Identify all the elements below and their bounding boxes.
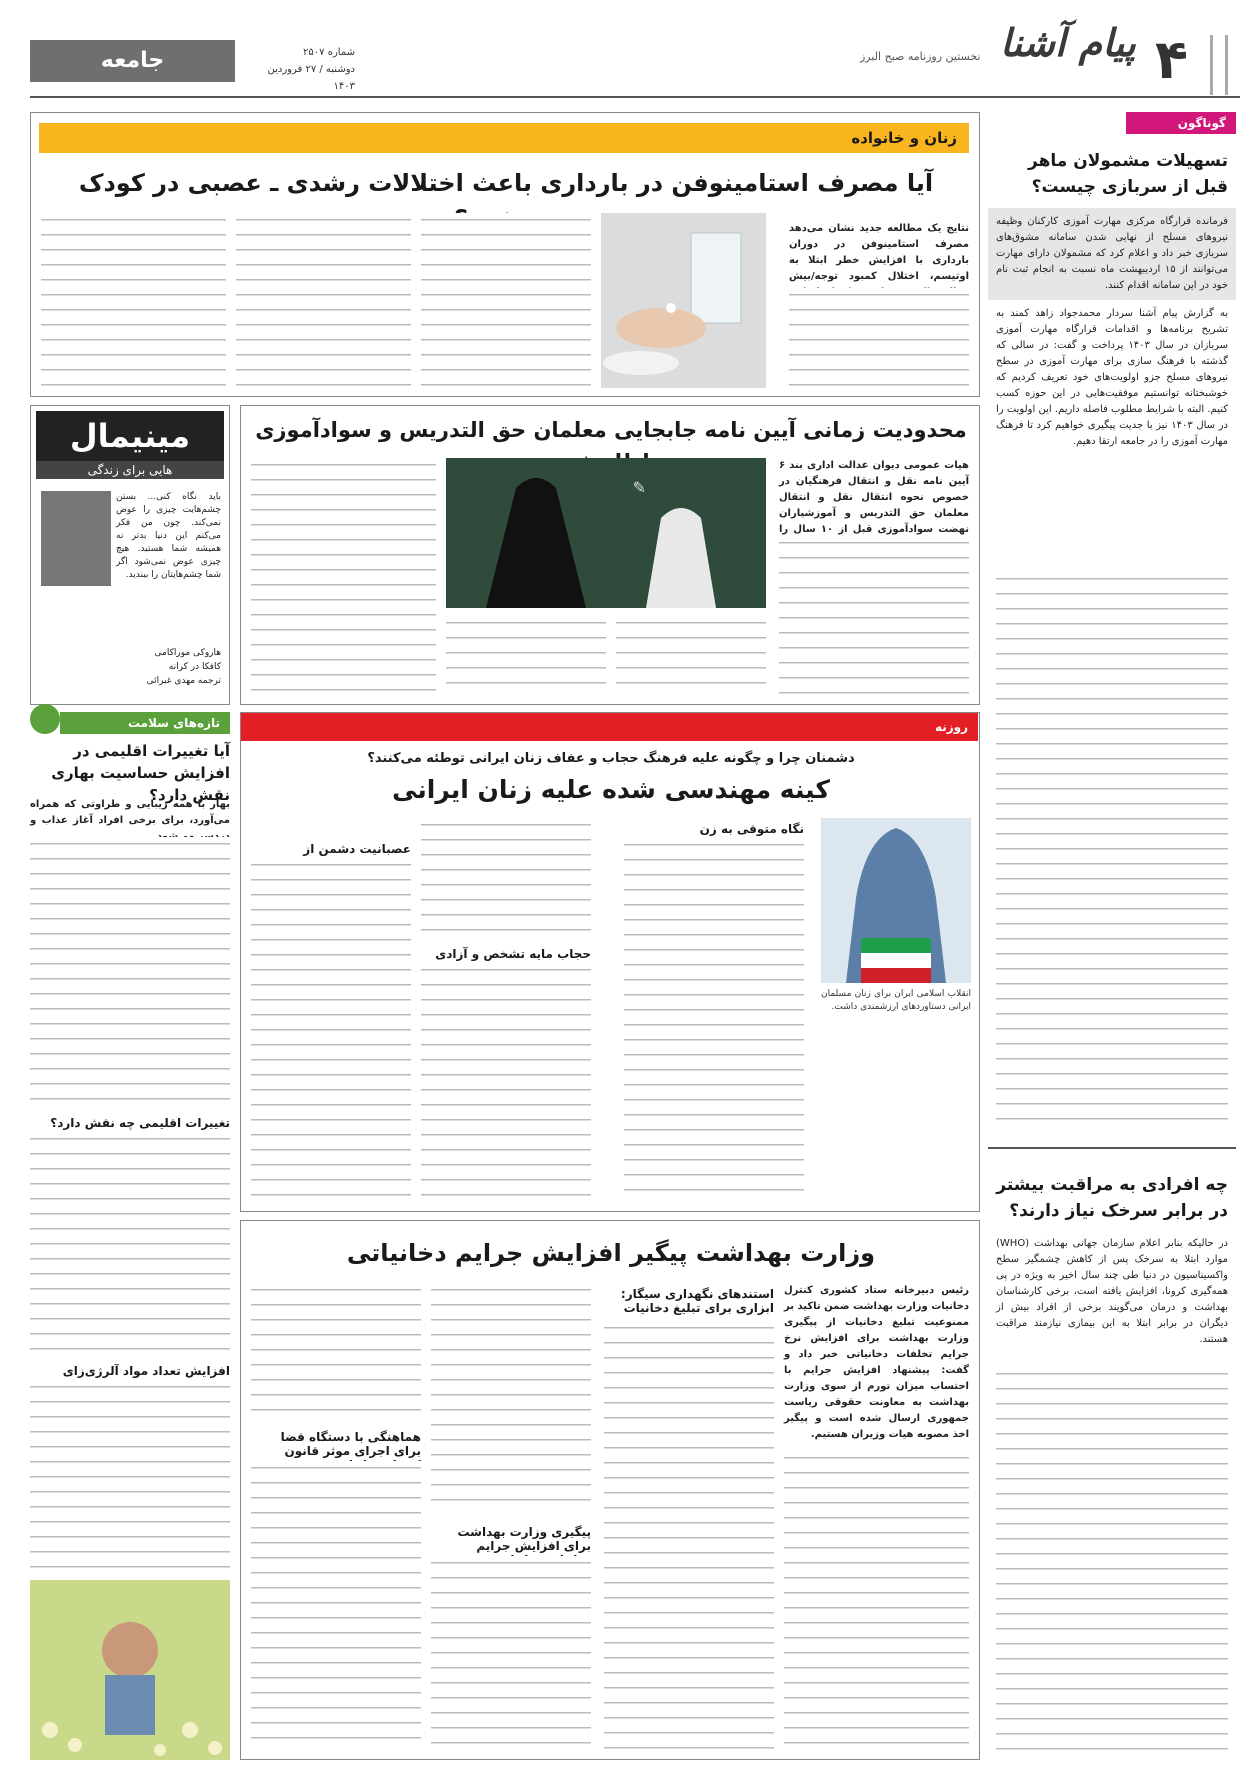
women-subhead1: نگاه متوقی به زن xyxy=(699,822,804,836)
tobacco-subhead1: استندهای نگهداری سیگار: ابزاری برای تبلیغ دخانیات xyxy=(620,1287,774,1315)
decorative-lines xyxy=(1210,35,1228,95)
main-story-intro: نتایج یک مطالعه جدید نشان می‌دهد مصرف استامینوفن در دوران بارداری با افزایش خطر ابتلا به اوتیسم، اختلال کمبود توجه/بیش xyxy=(789,223,969,282)
tagline: نخستین روزنامه صبح البرز xyxy=(860,50,981,63)
right-column xyxy=(988,112,1236,1762)
minimal-credits xyxy=(41,646,221,688)
minimal-subtitle: هایی برای زندگی xyxy=(36,461,224,479)
women-caption: انقلاب اسلامی ایران برای زنان مسلمان ایرانی دستاوردهای ارزشمندی داشت. xyxy=(821,989,971,1012)
health-tag: تازه‌های سلامت xyxy=(60,712,230,734)
teachers-lead: هیات عمومی دیوان عدالت اداری بند ۶ آیین نامه نقل و انتقال فرهنگیان در خصوص نحوه انتقال نقل و انتقال معلمان حق التدریس و آموزشیاران نهضت سوادآموزی قبل از ۱۰ سال را xyxy=(779,460,969,535)
tobacco-headline: وزارت بهداشت پیگیر افزایش جرایم دخانیاتی xyxy=(346,1239,876,1267)
teachers-photo xyxy=(446,458,766,608)
women-col2b xyxy=(421,963,591,1203)
divider xyxy=(988,1147,1236,1149)
tobacco-subhead2: هماهنگی با دستگاه قضا برای اجرای موثر قانون xyxy=(280,1430,421,1458)
minimal-author: هاروکی موراکامی xyxy=(154,648,221,658)
main-story-col3 xyxy=(236,213,411,388)
minimal-translator: ترجمه مهدی غبرائی xyxy=(146,676,221,686)
story1-body: به گزارش پیام آشنا سردار محمدجواد زاهد کمند به تشریح برنامه‌ها و اقدامات قرارگاه مهارت آموزی سربازان در سال ۱۴۰۳ پرداخت و گفت: در سالی که گذشته با فرهنگ سازی برای مهارت آموزی در سطح نیروهای مسلح جزو اولویت‌های خود تعریف کردیم که خوشبختانه توانستیم موفقیت‌هایی در این حوزه کسب کنیم. البته با شرایط مطلوب فاصله داریم. این اولویت را در سال ۱۴۰۳ نیز با جدیت پیگیری خواهیم کرد تا فرهنگ مهارت آموزی را در جامعه ارتقا دهیم. xyxy=(996,308,1228,447)
story2-body: در حالیکه بنابر اعلام سازمان جهانی بهداشت (WHO) موارد ابتلا به سرخک پس از کاهش چشمگیر سطح واکسیناسیون در دنیا طی چند سال اخیر به ویژه در پی همه‌گیری کرونا، افزایش یافته است، برخی کارشناسان بهداشت و درمان می‌گویند برخی از افراد بیش از دیگران در برابر ابتلا به این بیماری نیازمند مراقبت هستند. xyxy=(996,1238,1228,1345)
minimal-box xyxy=(30,405,230,705)
health-body1 xyxy=(30,837,230,1107)
main-story-col4 xyxy=(41,213,226,388)
women-subhead2: حجاب مایه تشخص و آزادی xyxy=(435,947,591,961)
health-subhead2: افزایش تعداد مواد آلرژی‌زای xyxy=(62,1364,230,1378)
women-subhead3: عصبانیت دشمن از xyxy=(303,842,411,856)
tobacco-col3a xyxy=(431,1283,591,1513)
flowers-sneeze-image xyxy=(30,1580,230,1760)
header-rule xyxy=(30,96,1240,98)
section-label: جامعه xyxy=(30,40,235,82)
health-column xyxy=(30,712,230,1762)
health-lead: بهار با همه زیبایی و طراوتی که همراه می‌آورد، برای برخی افراد آغاز عذاب و xyxy=(30,799,230,826)
teachers-headline: محدودیت زمانی آیین نامه جابجایی معلمان حق التدریس و سوادآموزی xyxy=(255,418,967,442)
masthead xyxy=(0,0,1241,96)
health-body3 xyxy=(30,1380,230,1570)
svg-text:✎: ✎ xyxy=(632,478,646,497)
minimal-quote: باید نگاه کنی... بستن چشم‌هایت چیزی را عوض نمی‌کند. چون من فکر می‌کنم این دنیا بدتر نه همیشه شما هستید. هیچ چیزی عوض نمی‌شود اگر شما چشم‌هایتان را ببندید. xyxy=(116,492,221,580)
women-col1 xyxy=(624,838,804,1203)
health-photo xyxy=(30,1580,230,1760)
main-story-headline: آیا مصرف استامینوفن در بارداری باعث اختلالات رشدی ـ عصبی در کودک xyxy=(78,169,934,197)
apple-icon xyxy=(30,704,60,734)
teachers-col1 xyxy=(779,536,969,696)
tobacco-kicker: رئیس دبیرخانه ستاد کشوری کنترل دخانیات وزارت بهداشت ضمن تاکید بر ممنوعیت تبلیغ دخانیات از پیگیری وزارت بهداشت برای افزایش نرخ جرایم تخلفات دخانیاتی خبر داد و گفت: پیشنهاد افزایش جرایم با احتساب میزان تورم از سوی وزارت بهداشت به معاونت حقوقی ریاست جمهوری ارسال شده است و پیگیر اخذ مصوبه هیات وزیران هستیم. xyxy=(784,1285,969,1440)
teachers-col4 xyxy=(251,458,436,696)
page-number: ۴ xyxy=(1155,28,1188,91)
author-photo xyxy=(41,491,111,586)
women-col2a xyxy=(421,818,591,938)
women-col3 xyxy=(251,858,411,1203)
issue-number: شماره ۲۵۰۷ xyxy=(303,47,355,58)
women-section-bar xyxy=(241,713,978,741)
tobacco-col1 xyxy=(784,1451,969,1751)
teachers-story-box xyxy=(240,405,980,705)
main-story-box xyxy=(30,112,980,397)
classroom-image xyxy=(446,458,766,608)
story1-continued xyxy=(996,572,1228,1132)
misc-tag: گوناگون xyxy=(1126,112,1236,134)
teachers-col2 xyxy=(616,616,766,696)
teachers-col3 xyxy=(446,616,606,696)
tobacco-col2 xyxy=(604,1321,774,1751)
story2-title: چه افرادی به مراقبت بیشتر در برابر سرخک نیاز دارند؟ xyxy=(996,1175,1228,1221)
main-story-col1 xyxy=(789,288,969,388)
story2-continued xyxy=(996,1367,1228,1757)
main-story-col2 xyxy=(421,213,591,388)
women-kicker: دشمنان چرا و چگونه علیه فرهنگ حجاب و عفاف زنان ایرانی توطئه می‌کنند؟ xyxy=(367,751,855,766)
main-story-photo xyxy=(601,213,766,388)
minimal-title: مینیمال xyxy=(36,411,224,461)
women-section: روزنه xyxy=(934,720,968,734)
tobacco-subhead3: پیگیری وزارت بهداشت برای افزایش جرایم xyxy=(457,1525,591,1553)
health-body2 xyxy=(30,1132,230,1352)
women-story-box xyxy=(240,712,980,1212)
main-story-section-bar xyxy=(39,123,969,153)
chador-flag-image xyxy=(821,818,971,983)
pills-glass-image xyxy=(601,213,766,388)
health-subhead1: تغییرات اقلیمی چه نقش دارد؟ xyxy=(50,1116,230,1130)
main-story-section: زنان و خانواده xyxy=(851,129,957,147)
tobacco-col4a xyxy=(251,1283,421,1418)
newspaper-logo: پیام آشنا xyxy=(1000,20,1136,65)
health-headline: آیا تغییرات اقلیمی در افزایش حساسیت بهاری نقش دارد؟ xyxy=(51,742,230,804)
issue-info xyxy=(245,44,355,95)
tobacco-col3b xyxy=(431,1556,591,1751)
tobacco-col4b xyxy=(251,1461,421,1751)
women-headline: کینه مهندسی شده علیه زنان ایرانی xyxy=(392,775,830,804)
tobacco-story-box xyxy=(240,1220,980,1760)
story1-lead: فرمانده قرارگاه مرکزی مهارت آموزی کارکنان وظیفه نیروهای مسلح از نهایی شدن سامانه مشوق‌های سربازی خبر داد و اعلام کرد که مشمولان دارای مهارت می‌توانند از ۱۵ اردیبهشت ماه نسبت به انجام ثبت نام خود در این سامانه اقدام کنند. xyxy=(988,208,1236,300)
story1-title: تسهیلات مشمولان ماهر قبل از سربازی چیست؟ xyxy=(1028,151,1228,197)
minimal-book: کافکا در کرانه xyxy=(168,662,221,672)
women-photo xyxy=(821,818,971,983)
issue-date: دوشنبه / ۲۷ فروردین ۱۴۰۳ xyxy=(267,64,355,92)
